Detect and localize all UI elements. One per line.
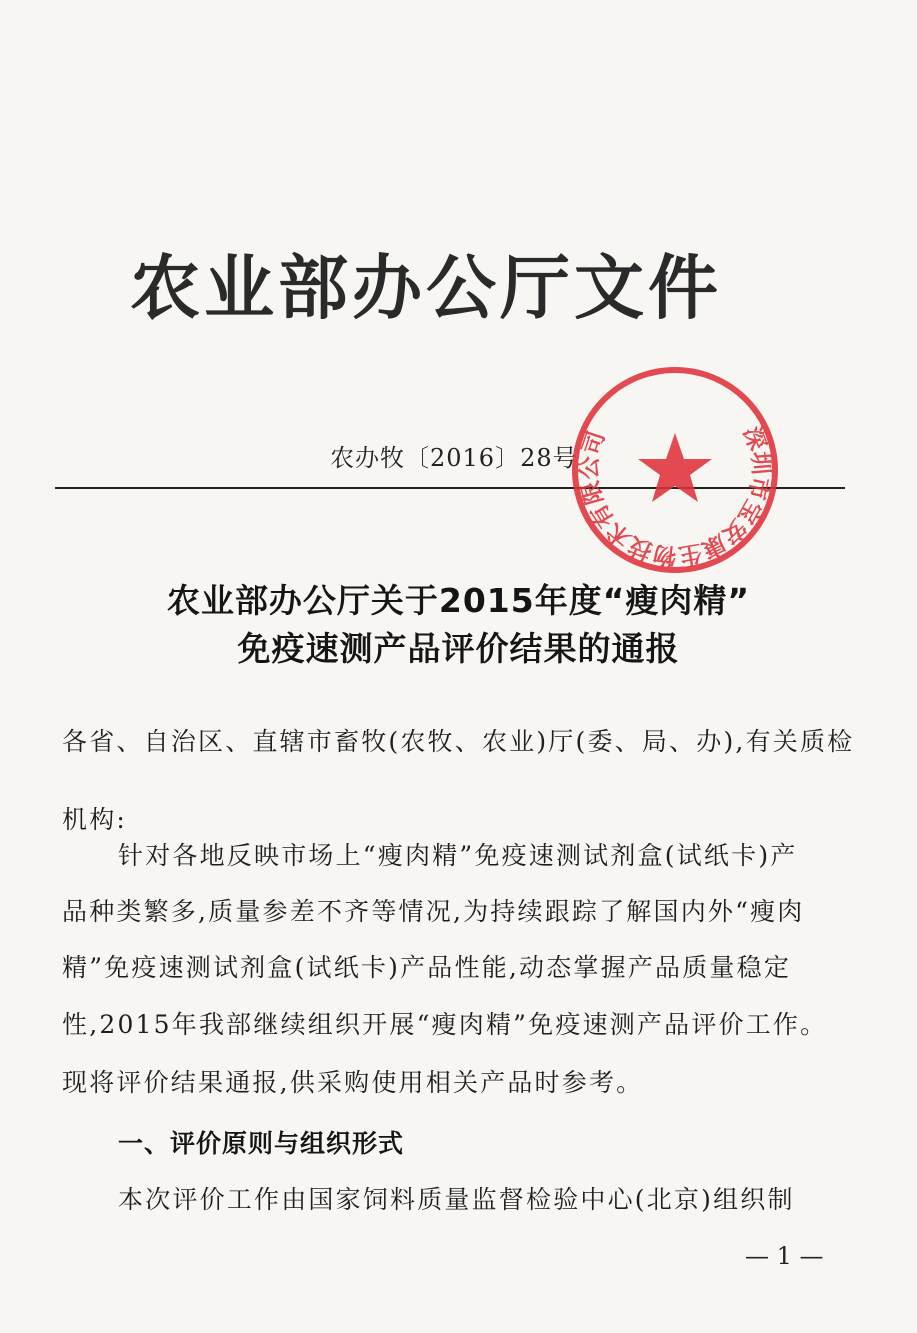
body-line: 机构:: [62, 805, 128, 834]
section-heading: 一、评价原则与组织形式: [118, 1129, 405, 1158]
body-line: 本次评价工作由国家饲料质量监督检验中心(北京)组织制: [118, 1185, 795, 1214]
body-line: 品种类繁多,质量参差不齐等情况,为持续跟踪了解国内外“瘦肉: [62, 897, 805, 926]
body-line: 各省、自治区、直辖市畜牧(农牧、农业)厅(委、局、办),有关质检: [62, 727, 855, 756]
company-seal-icon: [570, 365, 780, 575]
notice-title-line-1: 农业部办公厅关于2015年度“瘦肉精”: [166, 581, 751, 620]
seal-text: 深圳市宝安康生物技术有限公司: [576, 423, 774, 569]
notice-title-line-2: 免疫速测产品评价结果的通报: [237, 629, 680, 668]
body-line: 精”免疫速测试剂盒(试纸卡)产品性能,动态掌握产品质量稳定: [62, 953, 792, 982]
body-line: 现将评价结果通报,供采购使用相关产品时参考。: [62, 1068, 644, 1097]
document-number: 农办牧〔2016〕28号: [330, 444, 578, 472]
issuer-title: 农业部办公厅文件: [130, 247, 722, 329]
page-number: — 1 —: [745, 1242, 824, 1270]
body-line: 针对各地反映市场上“瘦肉精”免疫速测试剂盒(试纸卡)产: [118, 841, 798, 870]
body-line: 性,2015年我部继续组织开展“瘦肉精”免疫速测产品评价工作。: [62, 1010, 828, 1039]
